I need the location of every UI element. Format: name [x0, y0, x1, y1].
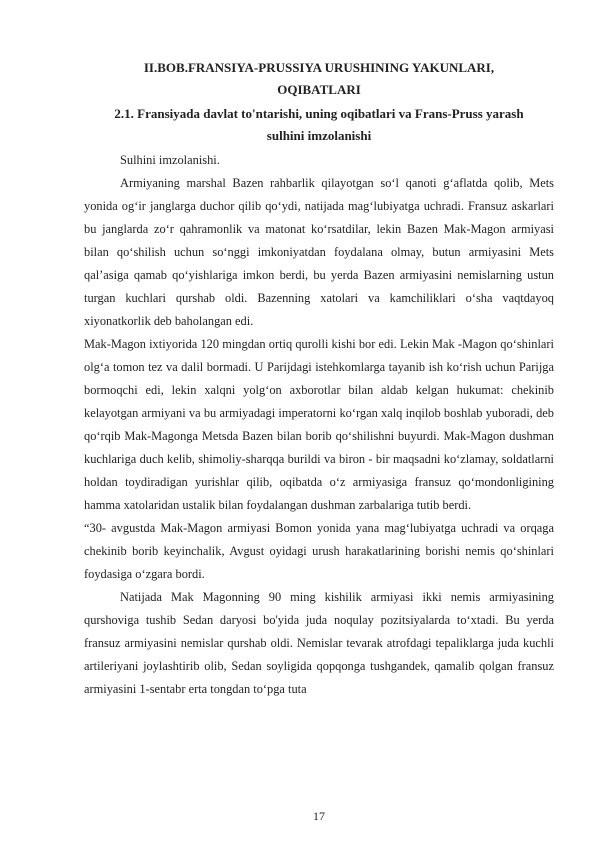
section-title-line-2: sulhini imzolanishi	[266, 128, 372, 143]
paragraph: Mak-Magon ixtiyorida 120 mingdan ortiq qurolli kishi bor edi. Lekin Mak -Magon qo‘shinlari olg‘a tomon tez va dalil bormadi. U Parijdagi istehkomlarga tayanib ish ko‘rish uchun Parijga bormoqchi edi, lekin xalqni yolg‘on axborotlar bilan aldab kelgan hukumat: chekinib kelayotgan armiyani va bu armiyadagi imperatorni ko‘rgan xalq inqilob boshlab yuboradi, deb qo‘rqib Mak-Magonga Metsda Bazen bilan borib qo‘shilishni buyurdi. Mak-Magon dushman kuchlariga duch kelib, shimoliy-sharqqa burildi va biron - bir maqsadni ko‘zlamay, soldatlarni holdan toydiradigan yurishlar qilib, oqibatda o‘z armiyasiga fransuz qo‘mondonligining hamma xatolaridan ustalik bilan foydalangan dushman zarbalariga tutib berdi.	[84, 337, 554, 512]
paragraph: Sulhini imzolanishi.	[120, 153, 220, 167]
paragraph: “30- avgustda Mak-Magon armiyasi Bomon yonida yana mag‘lubiyatga uchradi va orqaga chekinib borib keyinchalik, Avgust oyidagi urush harakatlarining borishi nemis qo‘shinlari foydasiga o‘zgara bordi.	[84, 521, 554, 581]
chapter-title-line-1: II.BOB.FRANSIYA-PRUSSIYA URUSHINING YAKUNLARI,	[143, 60, 495, 75]
section-title-line-1: 2.1. Fransiyada davlat to'ntarishi, uning oqibatlari va Frans-Pruss yarash	[114, 106, 524, 121]
chapter-title	[84, 57, 554, 101]
chapter-title-line-2: OQIBATLARI	[277, 82, 361, 97]
paragraph: Armiyaning marshal Bazen rahbarlik qilayotgan so‘l qanoti g‘aflatda qolib, Mets yonida og‘ir janglarga duchor qilib qo‘ydi, natijada mag‘lubiyatga uchradi. Fransuz askarlari bu janglarda zo‘r qahramonlik va matonat ko‘rsatdilar, lekin Bazen Mak-Magon armiyasi bilan qo‘shilish uchun so‘nggi imkoniyatdan foydalana olmay, butun armiyasini Mets qal’asiga qamab qo‘yishlariga imkon berdi, bu yerda Bazen armiyasini nemislarning ustun turgan kuchlari qurshab oldi. Bazenning xatolari va kamchiliklari o‘sha vaqtdayoq xiyonatkorlik deb baholangan edi.	[84, 176, 554, 328]
paragraph: Natijada Mak Magonning 90 ming kishilik armiyasi ikki nemis armiyasining qurshoviga tushib Sedan daryosi bo'yida juda noqulay pozitsiyalarda to‘xtadi. Bu yerda fransuz armiyasini nemislar qurshab oldi. Nemislar tevarak atrofdagi tepaliklarga juda kuchli artileriyani joylashtirib olib, Sedan soyligida qopqonga tushgandek, qamalib qolgan fransuz armiyasini 1-sentabr erta tongdan to‘pga tuta	[84, 590, 554, 696]
body-text	[84, 149, 554, 701]
section-title	[84, 103, 554, 147]
page-number: 17	[313, 809, 325, 823]
